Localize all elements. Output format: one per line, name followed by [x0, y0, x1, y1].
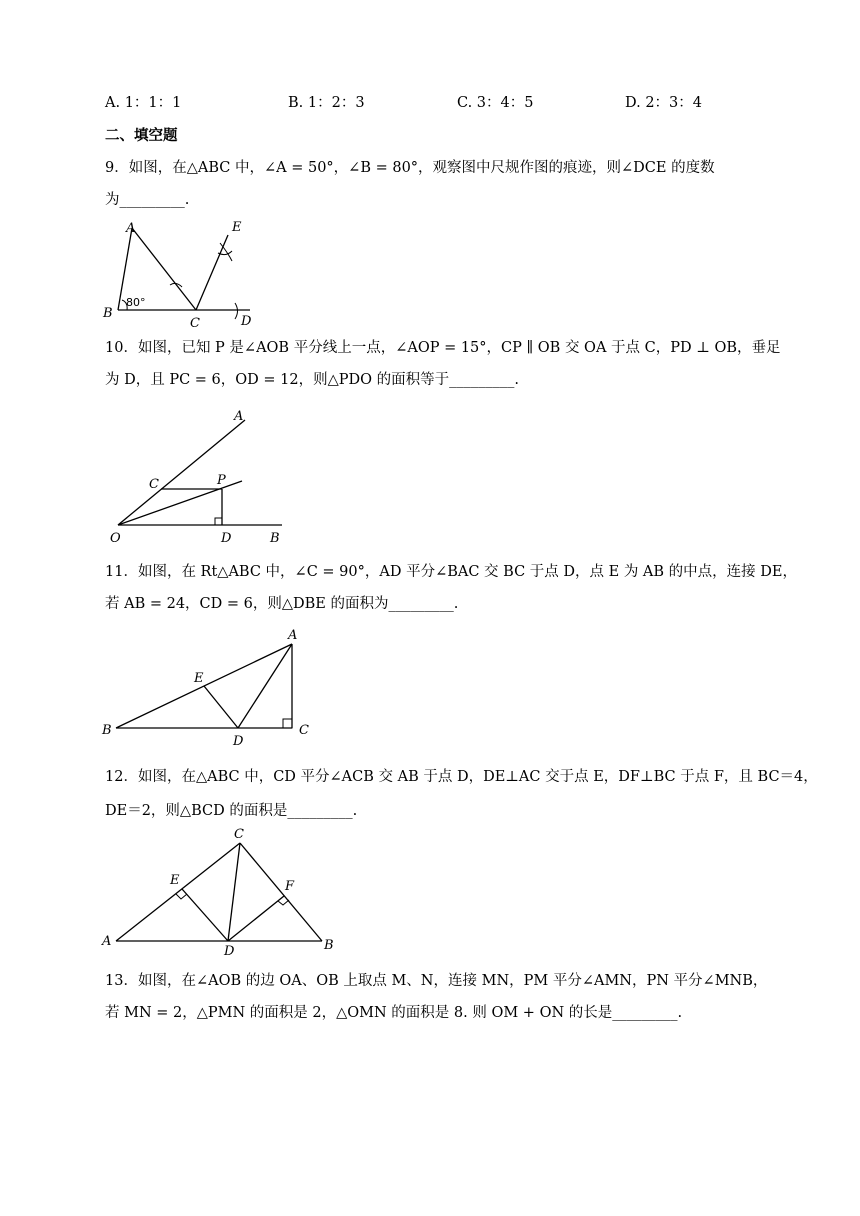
- fig9-label-d: D: [241, 314, 252, 329]
- q12-line2: DE＝2，则△BCD 的面积是_________.: [105, 803, 358, 819]
- figure-q10: [100, 400, 300, 550]
- figure-q9: [100, 215, 270, 330]
- figure-q11: [100, 625, 325, 750]
- q13-line1: 13．如图，在∠AOB 的边 OA、OB 上取点 M、N，连接 MN，PM 平分∠AMN，PN 平分∠MNB，: [105, 973, 768, 989]
- option-c: C. 3：4：5: [457, 95, 534, 111]
- fig12-label-a: A: [102, 934, 112, 949]
- fig12-label-f: F: [285, 879, 295, 894]
- q11-line2: 若 AB = 24，CD = 6，则△DBE 的面积为_________.: [105, 596, 459, 612]
- fig12-label-b: B: [324, 938, 334, 953]
- fig11-label-d: D: [233, 734, 244, 749]
- section-title: 二、填空题: [105, 128, 178, 144]
- q9-line1: 9．如图，在△ABC 中，∠A = 50°，∠B = 80°，观察图中尺规作图的痕迹，则∠DCE 的度数: [105, 160, 715, 176]
- fig12-label-d: D: [224, 944, 235, 955]
- q11-line1: 11．如图，在 Rt△ABC 中，∠C = 90°，AD 平分∠BAC 交 BC 于点 D，点 E 为 AB 的中点，连接 DE，: [105, 564, 797, 580]
- fig10-label-p: P: [217, 473, 226, 488]
- option-b: B. 1：2：3: [288, 95, 365, 111]
- q10-line1: 10．如图，已知 P 是∠AOB 平分线上一点，∠AOP = 15°，CP ∥ OB 交 OA 于点 C，PD ⊥ OB，垂足: [105, 340, 781, 356]
- fig10-label-o: O: [110, 531, 121, 546]
- fig10-label-c: C: [149, 477, 159, 492]
- fig9-angle-label: 80°: [126, 296, 146, 309]
- fig10-label-d: D: [221, 531, 232, 546]
- fig11-label-e: E: [194, 671, 204, 686]
- q10-line2: 为 D，且 PC = 6，OD = 12，则△PDO 的面积等于_________.: [105, 372, 520, 388]
- fig12-label-e: E: [170, 873, 180, 888]
- q13-line2: 若 MN = 2，△PMN 的面积是 2，△OMN 的面积是 8. 则 OM + ON 的长是_________.: [105, 1005, 683, 1021]
- option-a: A. 1：1：1: [105, 95, 182, 111]
- fig11-label-c: C: [299, 723, 309, 738]
- q12-line1: 12．如图，在△ABC 中，CD 平分∠ACB 交 AB 于点 D，DE⊥AC 交于点 E，DF⊥BC 于点 F，且 BC＝4，: [105, 769, 818, 785]
- fig9-label-e: E: [232, 220, 242, 235]
- figure-q12: [100, 825, 340, 955]
- fig11-label-a: A: [288, 628, 298, 643]
- fig12-label-c: C: [234, 827, 244, 842]
- fig9-label-b: B: [103, 306, 113, 321]
- fig11-label-b: B: [102, 723, 112, 738]
- fig10-label-b: B: [270, 531, 280, 546]
- q9-line2: 为_________.: [105, 192, 190, 208]
- fig10-label-a: A: [234, 409, 244, 424]
- fig9-label-c: C: [190, 316, 200, 330]
- option-d: D. 2：3：4: [625, 95, 703, 111]
- fig9-label-a: A: [126, 221, 136, 236]
